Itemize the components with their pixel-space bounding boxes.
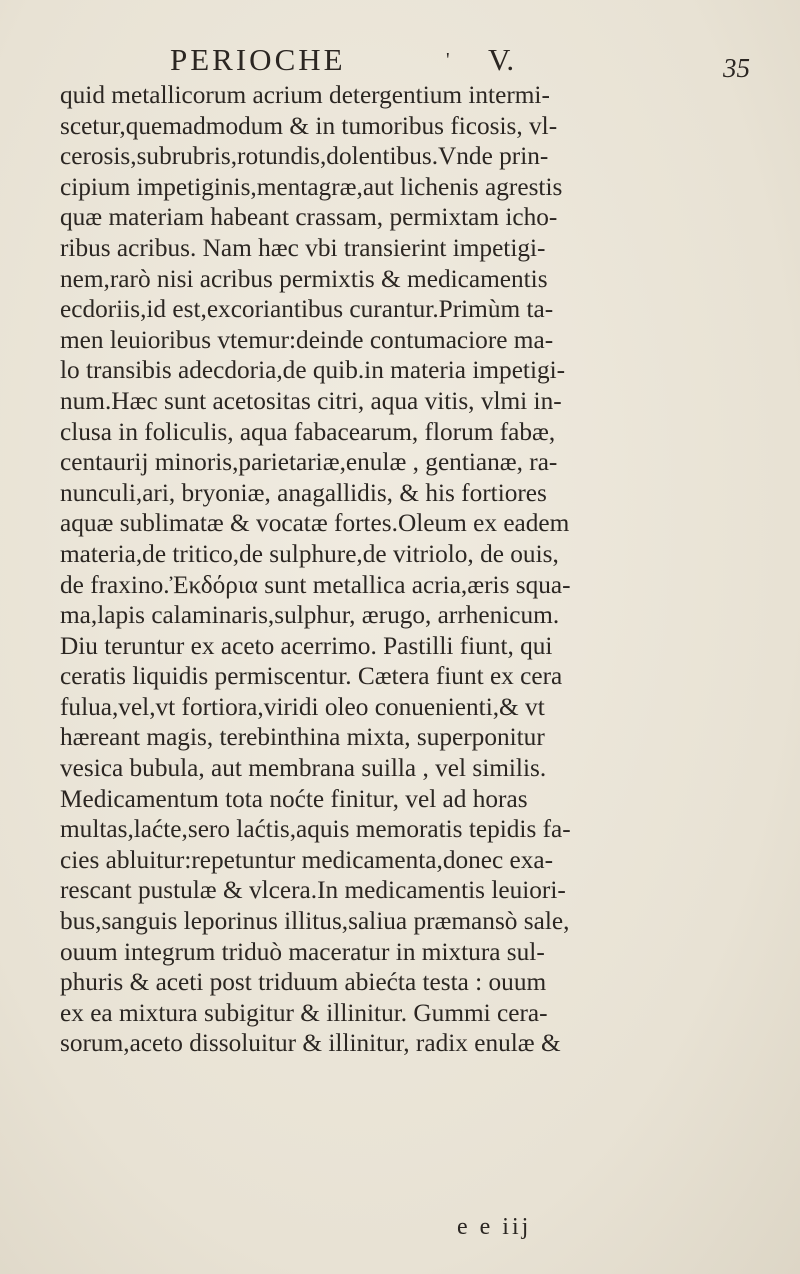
text-line: Medicamentum tota noćte finitur, vel ad horas [60, 784, 528, 813]
body-text [60, 80, 770, 1059]
text-line: ex ea mixtura subigitur & illinitur. Gummi cera- [60, 998, 548, 1027]
text-line: quid metallicorum acrium detergentium intermi- [60, 81, 550, 109]
text-line: rescant pustulæ & vlcera.In medicamentis leuiori- [60, 876, 566, 905]
text-line: ceratis liquidis permiscentur. Cætera fiunt ex cera [60, 662, 563, 691]
text-line: multas,laćte,sero laćtis,aquis memoratis tepidis fa- [60, 815, 571, 844]
text-line: materia,de tritico,de sulphure,de vitriolo, de ouis, [60, 539, 559, 568]
text-line: men leuioribus vtemur:deinde contumaciore ma- [60, 325, 554, 354]
text-line: cipium impetiginis,mentagræ,aut lichenis agrestis [60, 172, 563, 201]
text-line: ouum integrum triduò maceratur in mixtura sul- [60, 937, 545, 966]
text-line: bus,sanguis leporinus illitus,saliua præmansò sale, [60, 907, 570, 936]
text-line: cerosis,subrubris,rotundis,dolentibus.Vnde prin- [60, 142, 549, 171]
text-line: cies abluitur:repetuntur medicamenta,donec exa- [60, 845, 554, 874]
page-number: 35 [723, 53, 750, 83]
text-line: de fraxino.Ἐκδόρια sunt metallica acria,æris squa- [60, 570, 571, 599]
text-line: nem,rarò nisi acribus permixtis & medicamentis [60, 264, 548, 293]
text-line: scetur,quemadmodum & in tumoribus ficosis, vl- [60, 111, 558, 140]
text-line: phuris & aceti post triduum abiećta testa : ouum [60, 968, 547, 997]
text-line: sorum,aceto dissoluitur & illinitur, radix enulæ & [60, 1029, 561, 1058]
running-part: V. [488, 42, 515, 77]
running-mark: ' [446, 49, 450, 71]
text-line: vesica bubula, aut membrana suilla , vel similis. [60, 754, 547, 783]
signature-mark: e e iij [457, 1214, 532, 1240]
text-line: ma,lapis calaminaris,sulphur, ærugo, arrhenicum. [60, 601, 560, 630]
text-line: centaurij minoris,parietariæ,enulæ , gentianæ, ra- [60, 448, 558, 477]
running-title: PERIOCHE [170, 42, 346, 77]
text-line: ecdoriis,id est,excoriantibus curantur.Primùm ta- [60, 295, 554, 324]
running-head [170, 40, 685, 80]
text-line: fulua,vel,vt fortiora,viridi oleo conuenienti,& vt [60, 692, 545, 721]
text-line: num.Hæc sunt acetositas citri, aqua vitis, vlmi in- [60, 386, 562, 415]
text-line: quæ materiam habeant crassam, permixtam icho- [60, 203, 558, 232]
text-line: nunculi,ari, bryoniæ, anagallidis, & his fortiores [60, 478, 547, 507]
text-line: ribus acribus. Nam hæc vbi transierint impetigi- [60, 233, 546, 262]
text-line: hæreant magis, terebinthina mixta, superponitur [60, 723, 545, 752]
text-line: aquæ sublimatæ & vocatæ fortes.Oleum ex eadem [60, 509, 570, 538]
text-line: lo transibis adecdoria,de quib.in materia impetigi- [60, 356, 566, 385]
text-line: clusa in foliculis, aqua fabacearum, florum fabæ, [60, 417, 556, 446]
text-line: Diu teruntur ex aceto acerrimo. Pastilli fiunt, qui [60, 631, 553, 660]
